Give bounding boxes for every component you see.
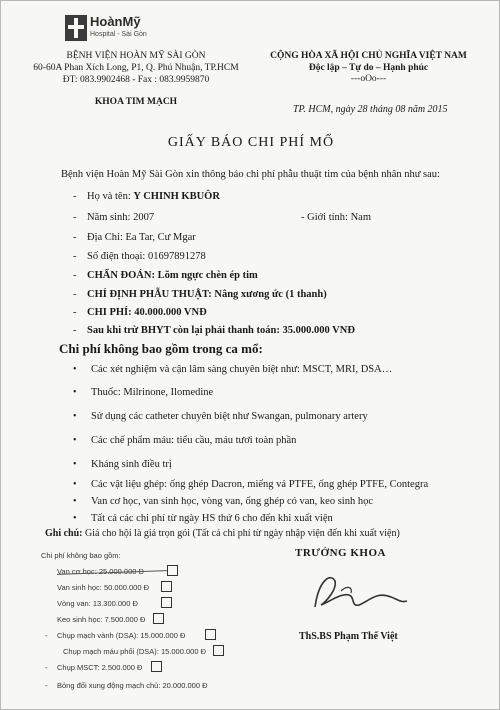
row-dash: - [45,681,48,690]
address-label: Địa Chỉ: [87,232,123,243]
birth-year: 2007 [133,212,155,223]
cost-value: 40.000.000 VNĐ [134,307,207,318]
excluded-item: Thuốc: Milrinone, Ilomedine [91,387,214,398]
checkbox[interactable] [205,629,216,640]
excluded-item: Các xét nghiệm và cận lâm sàng chuyên biệt như: MSCT, MRI, DSA… [91,364,393,375]
surgery-value: Nâng xương ức (1 thanh) [214,289,327,300]
diagnosis-value: Lõm ngực chèn ép tim [157,270,258,281]
national-motto: Độc lập – Tự do – Hạnh phúc [308,63,429,73]
bullet-icon: • [73,411,77,422]
patient-name-row [87,191,220,202]
bullet-icon: • [73,387,77,398]
surgery-row [87,289,327,300]
note-text: Giá cho hội là giá trọn gói (Tất cả chi phí từ ngày nhập viện đến khi xuất viện) [85,528,400,539]
gender-label: - Giới tính: [301,212,348,223]
gender-row [301,212,371,223]
handwritten-item: Bóng đối xung động mạch chủ: 20.000.000 Đ [57,681,208,690]
excluded-item: Kháng sinh điều trị [91,459,172,470]
phone-label: Số điện thoại: [87,251,146,262]
checkbox[interactable] [167,565,178,576]
patient-name: Y CHINH KBUÔR [133,191,220,202]
hospital-logo [65,13,165,47]
checkbox[interactable] [161,581,172,592]
bullet-icon: • [73,459,77,470]
cost-row [87,307,207,318]
excluded-item: Van cơ học, van sinh học, vòng van, ống ghép có van, keo sinh học [91,496,373,507]
handwritten-item: Vòng van: 13.300.000 Đ [57,599,138,608]
signatory-name: ThS.BS Phạm Thế Việt [299,631,398,642]
logo-name: HoànMỹ [90,14,141,29]
document-title: GIẤY BÁO CHI PHÍ MỔ [167,135,335,150]
row-dash: - [73,212,77,223]
handwritten-item: Chụp mạch máu phổi (DSA): 15.000.000 Đ [63,647,206,656]
birth-label: Năm sinh: [87,212,131,223]
department-name: KHOA TIM MẠCH [94,97,178,107]
row-dash: - [73,251,77,262]
phone-value: 01697891278 [147,251,206,262]
address-row [87,232,196,243]
handwritten-item: Van sinh học: 50.000.000 Đ [57,583,150,592]
motto-ornament: ---oOo--- [350,74,387,84]
row-dash: - [73,289,77,300]
excluded-item: Các vật liệu ghép: ống ghép Dacron, miếng vá PTFE, ống ghép PTFE, Contegra [91,479,429,490]
note-label: Ghi chú: [45,528,83,539]
address-value: Ea Tar, Cư Mgar [125,232,196,243]
hospital-address: 60-60A Phan Xích Long, P1, Q. Phú Nhuận, TP.HCM [33,63,239,73]
handwritten-item: Chụp MSCT: 2.500.000 Đ [57,663,143,672]
after-insurance-label: Sau khi trừ BHYT còn lại phải thanh toán: [87,325,280,336]
logo-subtitle: Hospital - Sài Gòn [90,31,147,38]
patient-name-label: Họ và tên: [87,191,131,202]
row-dash: - [45,631,48,640]
diagnosis-label: CHẨN ĐOÁN: [87,270,155,281]
document-date: TP. HCM, ngày 28 tháng 08 năm 2015 [293,104,448,115]
excluded-item: Sử dụng các catheter chuyên biệt như Swangan, pulmonary artery [91,411,368,422]
row-dash: - [73,307,77,318]
bullet-icon: • [73,435,77,446]
after-insurance-row [87,325,355,336]
checkbox[interactable] [153,613,164,624]
handwritten-item: Keo sinh học: 7.500.000 Đ [57,615,146,624]
bullet-icon: • [73,496,77,507]
surgery-label: CHỈ ĐỊNH PHẪU THUẬT: [87,289,212,300]
checkbox[interactable] [161,597,172,608]
hospital-name: BỆNH VIỆN HOÀN MỸ SÀI GÒN [66,51,206,61]
excluded-item: Các chế phẩm máu: tiểu cầu, máu tươi toàn phần [91,435,297,446]
republic-title: CỘNG HÒA XÃ HỘI CHỦ NGHĨA VIỆT NAM [270,51,467,61]
bullet-icon: • [73,513,77,524]
patient-birth-row [87,212,154,223]
phone-row [87,251,206,262]
intro-text: Bệnh viện Hoàn Mỹ Sài Gòn xin thông báo chi phí phẫu thuật tim của bệnh nhân như sau: [61,169,440,180]
row-dash: - [45,663,48,672]
handwritten-title: Chi phí không bao gồm: [41,551,121,560]
cross-logo-icon [65,15,87,41]
handwritten-item: Van cơ học: 25.000.000 Đ [57,567,144,576]
hospital-phone: ĐT: 083.9902468 - Fax : 083.9959870 [62,75,210,85]
row-dash: - [73,232,77,243]
cost-label: CHI PHÍ: [87,307,132,318]
handwritten-item: Chụp mạch vành (DSA): 15.000.000 Đ [57,631,186,640]
bullet-icon: • [73,364,77,375]
after-insurance-value: 35.000.000 VNĐ [282,325,355,336]
row-dash: - [73,325,77,336]
checkbox[interactable] [151,661,162,672]
row-dash: - [73,270,77,281]
note-row [45,528,400,539]
checkbox[interactable] [213,645,224,656]
handwritten-signature-icon [301,567,411,617]
signature-role: TRƯỞNG KHOA [295,547,386,559]
excluded-item: Tất cả các chi phí từ ngày HS thứ 6 cho đến khi xuất viện [91,513,333,524]
diagnosis-row [87,270,258,281]
bullet-icon: • [73,479,77,490]
gender-value: Nam [350,212,372,223]
excluded-section-title: Chi phí không bao gồm trong ca mổ: [59,341,263,356]
row-dash: - [73,191,77,202]
